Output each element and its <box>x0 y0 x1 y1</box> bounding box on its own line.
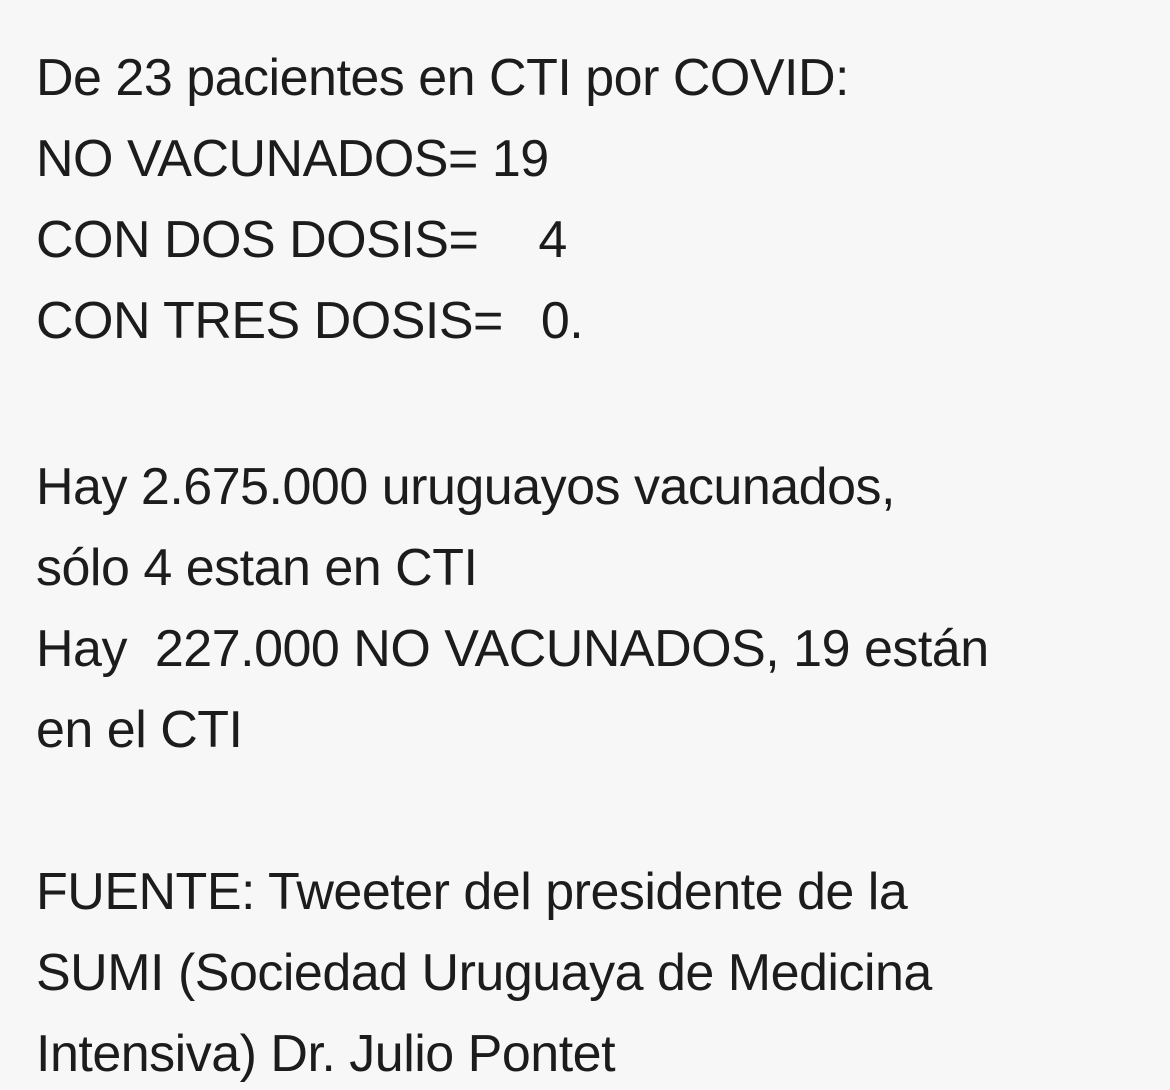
source-line-2: SUMI (Sociedad Uruguaya de Medicina <box>36 944 932 1002</box>
summary-line-2: sólo 4 estan en CTI <box>36 539 478 597</box>
stat-label: CON TRES DOSIS= <box>36 292 503 350</box>
stat-value: 19 <box>491 130 549 188</box>
intro-text: De 23 pacientes en CTI por COVID: <box>36 49 849 107</box>
stat-unvaccinated <box>36 130 549 188</box>
stat-two-doses <box>36 211 567 269</box>
summary-line-1: Hay 2.675.000 uruguayos vacunados, <box>36 458 895 516</box>
stat-label: NO VACUNADOS= <box>36 130 478 188</box>
source-line-1: FUENTE: Tweeter del presidente de la <box>36 863 908 921</box>
source-line-3: Intensiva) Dr. Julio Pontet <box>36 1025 616 1083</box>
stat-value: 4 <box>538 211 567 269</box>
stat-label: CON DOS DOSIS= <box>36 211 479 269</box>
stat-three-doses <box>36 292 584 350</box>
summary-line-4: en el CTI <box>36 701 243 759</box>
summary-line-3: Hay 227.000 NO VACUNADOS, 19 están <box>36 620 989 678</box>
stat-value: 0. <box>540 292 584 350</box>
